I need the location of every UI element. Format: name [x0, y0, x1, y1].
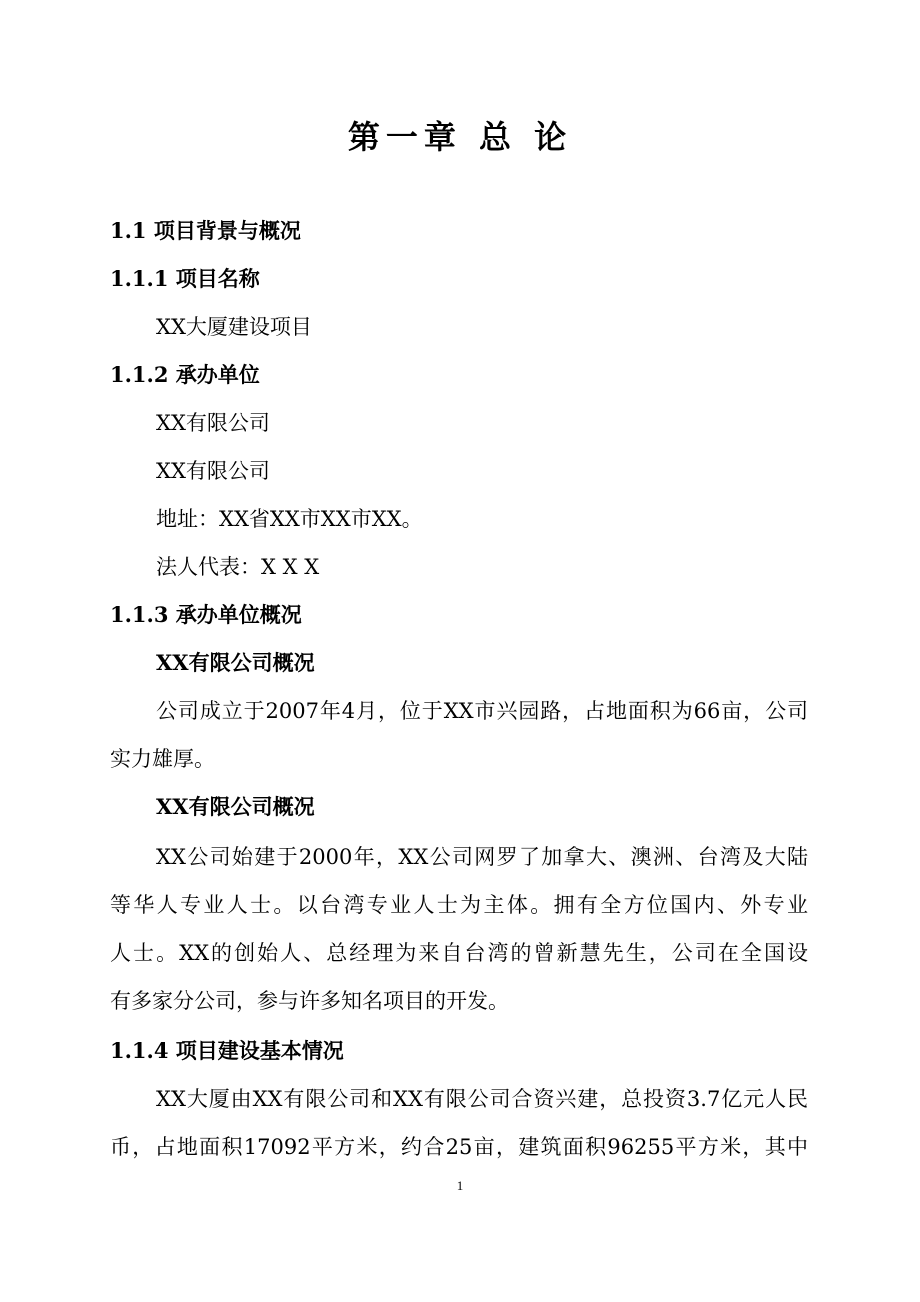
section-heading-1-1: 1.1 项目背景与概况 [110, 218, 301, 243]
host-unit-1: XX有限公司 [156, 411, 270, 435]
section-heading-1-1-4: 1.1.4 项目建设基本情况 [110, 1038, 344, 1063]
section-heading-1-1-2: 1.1.2 承办单位 [110, 362, 260, 387]
company-b-paragraph-line-3: 人士。XX的创始人、总经理为来自台湾的曾新慧先生，公司在全国设 [110, 941, 808, 965]
section-heading-1-1-1: 1.1.1 项目名称 [110, 266, 260, 291]
company-a-title: XX有限公司概况 [156, 650, 315, 675]
company-b-paragraph-line-4: 有多家分公司，参与许多知名项目的开发。 [110, 989, 509, 1013]
company-b-title: XX有限公司概况 [156, 794, 315, 819]
host-unit-2: XX有限公司 [156, 459, 270, 483]
basic-info-line-2: 币，占地面积17092平方米，约合25亩，建筑面积96255平方米，其中 [110, 1135, 808, 1159]
company-b-paragraph-line-1: XX公司始建于2000年，XX公司网罗了加拿大、澳洲、台湾及大陆 [156, 845, 808, 869]
section-heading-1-1-3: 1.1.3 承办单位概况 [110, 602, 302, 627]
company-a-paragraph-line-1: 公司成立于2007年4月，位于XX市兴园路，占地面积为66亩，公司 [156, 699, 808, 723]
project-name: XX大厦建设项目 [156, 315, 312, 339]
address: 地址：XX省XX市XX市XX。 [156, 507, 423, 531]
page-number: 1 [456, 1178, 464, 1193]
company-b-paragraph-line-2: 等华人专业人士。以台湾专业人士为主体。拥有全方位国内、外专业 [110, 893, 808, 917]
chapter-title: 第一章 总 论 [347, 118, 573, 156]
legal-representative: 法人代表：X X X [156, 555, 320, 579]
basic-info-line-1: XX大厦由XX有限公司和XX有限公司合资兴建，总投资3.7亿元人民 [156, 1087, 808, 1111]
company-a-paragraph-line-2: 实力雄厚。 [110, 747, 215, 771]
